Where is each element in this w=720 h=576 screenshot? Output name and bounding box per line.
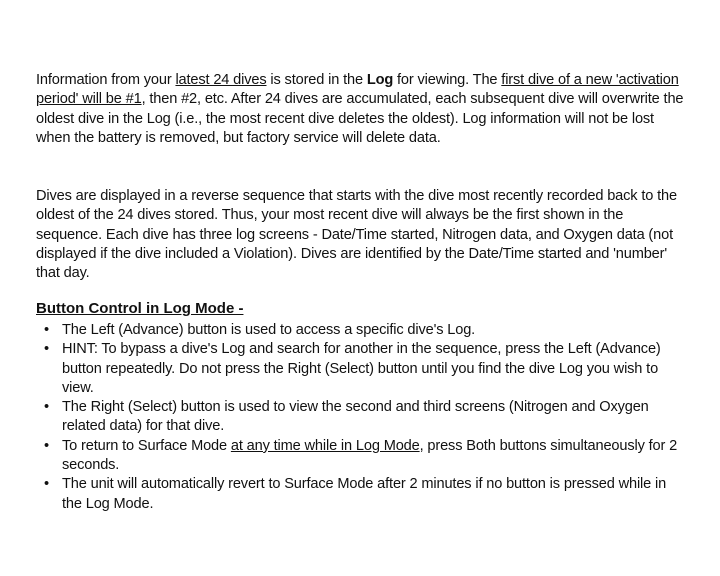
para1-text-3: for viewing. The — [393, 72, 502, 88]
bullet-text: The Left (Advance) button is used to access a specific dive's Log. — [62, 322, 476, 338]
button-control-heading: Button Control in Log Mode - — [36, 300, 244, 317]
para1-text-2: is stored in the — [266, 72, 367, 88]
bullet-text: The Right (Select) button is used to view the second and third screens (Nitrogen and Oxygen related data) for that dive. — [62, 399, 649, 435]
first-dive-underlined: first dive of a new 'activation period' will be #1 — [36, 72, 679, 108]
log-storage-paragraph — [36, 71, 684, 148]
list-item — [36, 321, 686, 340]
dive-sequence-paragraph: Dives are displayed in a reverse sequence that starts with the dive most recently recorded back to the oldest of the 24 dives stored. Thus, your most recent dive will always be the first shown in the sequence. Each dive has three log screens - Date/Time started, Nitrogen data, and Oxygen data (not displayed if the dive included a Violation). Dives are identified by the Date/Time started and 'number' that day. — [36, 188, 677, 282]
any-time-underlined: at any time while in Log Mode — [230, 437, 420, 454]
bullet-text-post: , press Both buttons simultaneously for 2 seconds. — [62, 437, 678, 474]
para1-text-1: Information from your — [36, 72, 176, 88]
bullet-text: HINT: To bypass a dive's Log and search for another in the sequence, press the Left (Advance) button repeatedly. Do not press the Right (Select) button until you find the dive Log you wish to view. — [62, 341, 661, 396]
para1-text-4: , then #2, etc. After 24 dives are accumulated, each subsequent dive will overwrite the oldest dive in the Log (i.e., the most recent dive deletes the oldest). Log information will not be lost when the battery is removed, but factory service will delete data. — [36, 91, 684, 146]
list-item — [36, 437, 686, 476]
bullet-text: The unit will automatically revert to Surface Mode after 2 minutes if no button is pressed while in the Log Mode. — [62, 476, 667, 512]
bullet-text-pre: To return to Surface Mode — [62, 437, 231, 454]
bullet-icon: • — [44, 399, 49, 416]
button-control-list — [36, 321, 686, 514]
bullet-icon: • — [44, 322, 49, 338]
latest-dives-underlined: latest 24 dives — [175, 72, 267, 88]
bullet-icon: • — [44, 341, 49, 358]
list-item — [36, 475, 686, 514]
bullet-icon: • — [44, 437, 49, 454]
list-item — [36, 340, 686, 398]
bullet-icon: • — [44, 476, 49, 493]
list-item — [36, 398, 686, 437]
log-bold-term: Log — [366, 72, 394, 88]
